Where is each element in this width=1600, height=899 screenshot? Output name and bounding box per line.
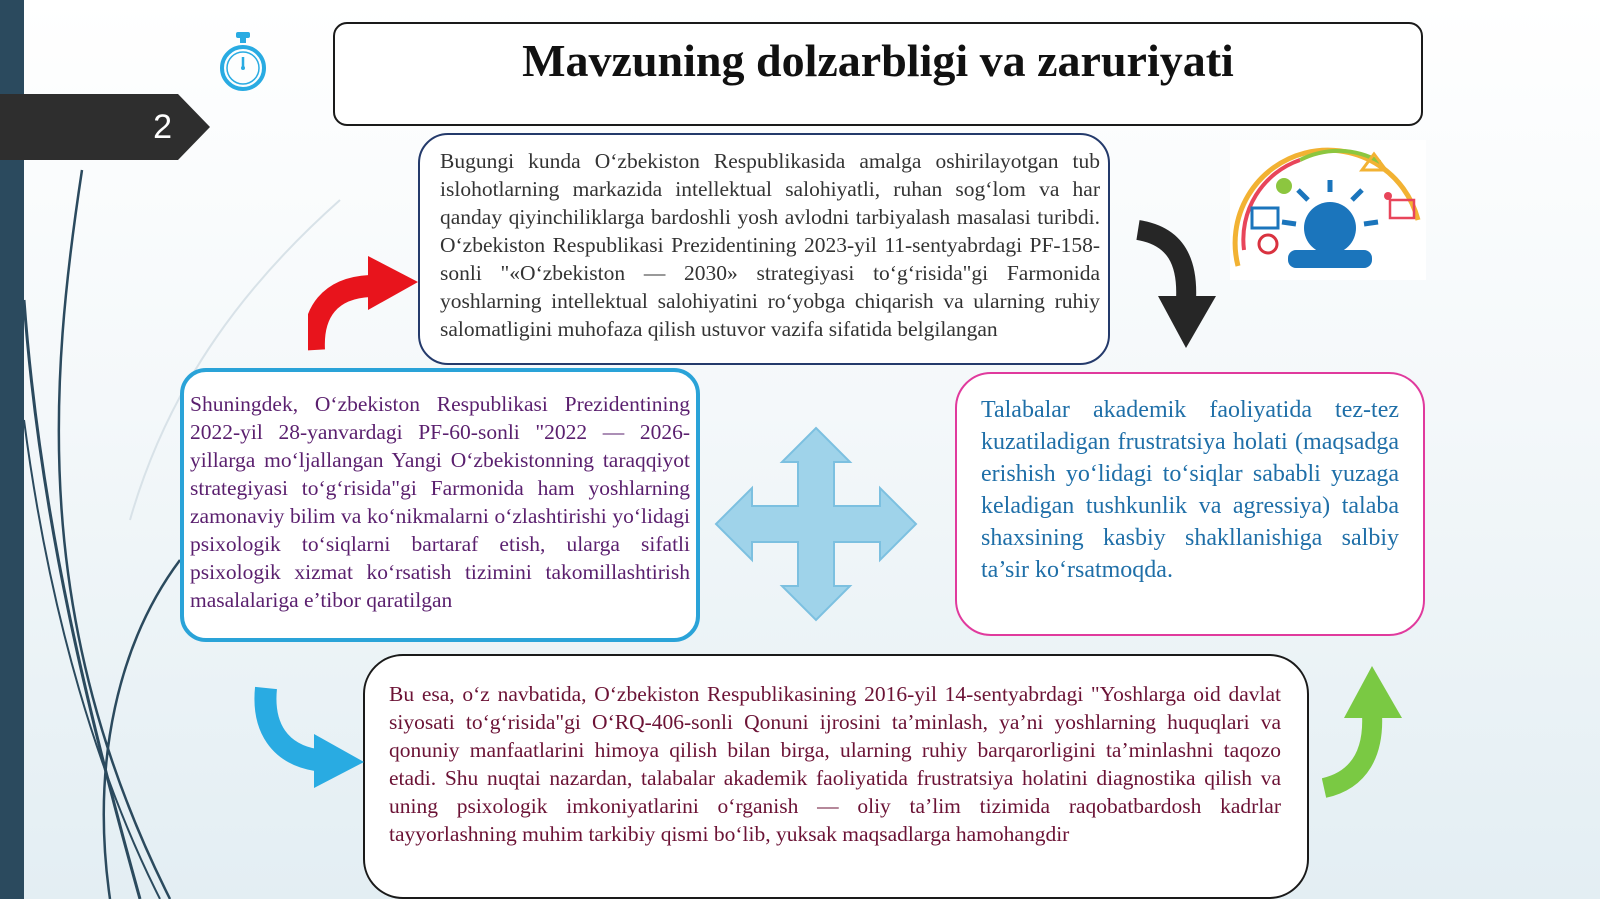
right-paragraph-box <box>955 372 1425 636</box>
education-logo-icon <box>1230 140 1426 280</box>
left-paragraph-text: Shuningdek, O‘zbekiston Respublikasi Prezidentining 2022-yil 28-yanvardagi PF-60-sonli "2022 — 2026-yillarga mo‘ljallangan Yangi O‘zbekistonning taraqqiyot strategiyasi to‘g‘risida"gi Farmonida ham yoshlarning zamonaviy bilim va ko‘nikmalarni o‘zlashtirishi yo‘lidagi psixologik to‘siqlarni bartaraf etish, ularga sifatli psixologik xizmat ko‘rsatish tizimini takomillashtirish masalalariga e’tibor qaratilgan <box>190 392 690 612</box>
cyan-curved-arrow-icon <box>254 686 366 790</box>
bottom-paragraph-text: Bu esa, o‘z navbatida, O‘zbekiston Respublikasining 2016-yil 14-sentyabrdagi "Yoshlarga oid davlat siyosati to‘g‘risida"gi O‘RQ-406-sonli Qonuni ijrosini ta’minlash, ya’ni yoshlarning huquqlari va qonuniy manfaatlarini himoya qilish bilan birga, ularning ruhiy barqarorligini ta’minlashni taqozo etadi. Shu nuqtai nazardan, talabalar akademik faoliyatida frustratsiya holatini diagnostika qilish va uning psixologik imkoniyatlarini o‘rganish — oliy ta’lim tizimida raqobatbardosh kadrlar tayyorlashning muhim tarkibiy qismi bo‘lib, yuksak maqsadlarga hamohangdir <box>389 682 1281 846</box>
top-paragraph-box <box>418 133 1110 365</box>
bottom-paragraph-box <box>363 654 1309 899</box>
stopwatch-icon <box>216 30 270 94</box>
black-curved-arrow-icon <box>1136 216 1220 352</box>
slide-number: 2 <box>153 108 172 146</box>
left-paragraph-box <box>180 368 700 642</box>
green-curved-arrow-icon <box>1322 664 1406 800</box>
top-paragraph-text: Bugungi kunda O‘zbekiston Respublikasida amalga oshirilayotgan tub islohotlarning markazida intellektual salohiyatli, ruhan sog‘lom va har qanday qiyinchiliklarga bardoshli yosh avlodni tarbiyalash masalasi turibdi. O‘zbekiston Respublikasi Prezidentining 2023-yil 11-sentyabrdagi PF-158-sonli "«O‘zbekiston — 2030» strategiyasi to‘g‘risida"gi Farmonida yoshlarning intellektual salohiyatini ro‘yobga chiqarish va ularning ruhiy salomatligini muhofaza qilish ustuvor vazifa sifatida belgilangan <box>440 149 1100 341</box>
four-way-arrow-icon <box>710 426 922 624</box>
right-paragraph-text: Talabalar akademik faoliyatida tez-tez kuzatiladigan frustratsiya holati (maqsadga erishish yo‘lidagi to‘siqlar sababli yuzaga keladigan tushkunlik va agressiya) talaba shaxsining kasbiy shakllanishiga salbiy ta’sir ko‘rsatmoqda. <box>981 397 1399 583</box>
title-box <box>333 22 1423 126</box>
red-curved-arrow-icon <box>308 254 420 354</box>
page-title: Mavzuning dolzarbligi va zaruriyati <box>522 35 1234 86</box>
